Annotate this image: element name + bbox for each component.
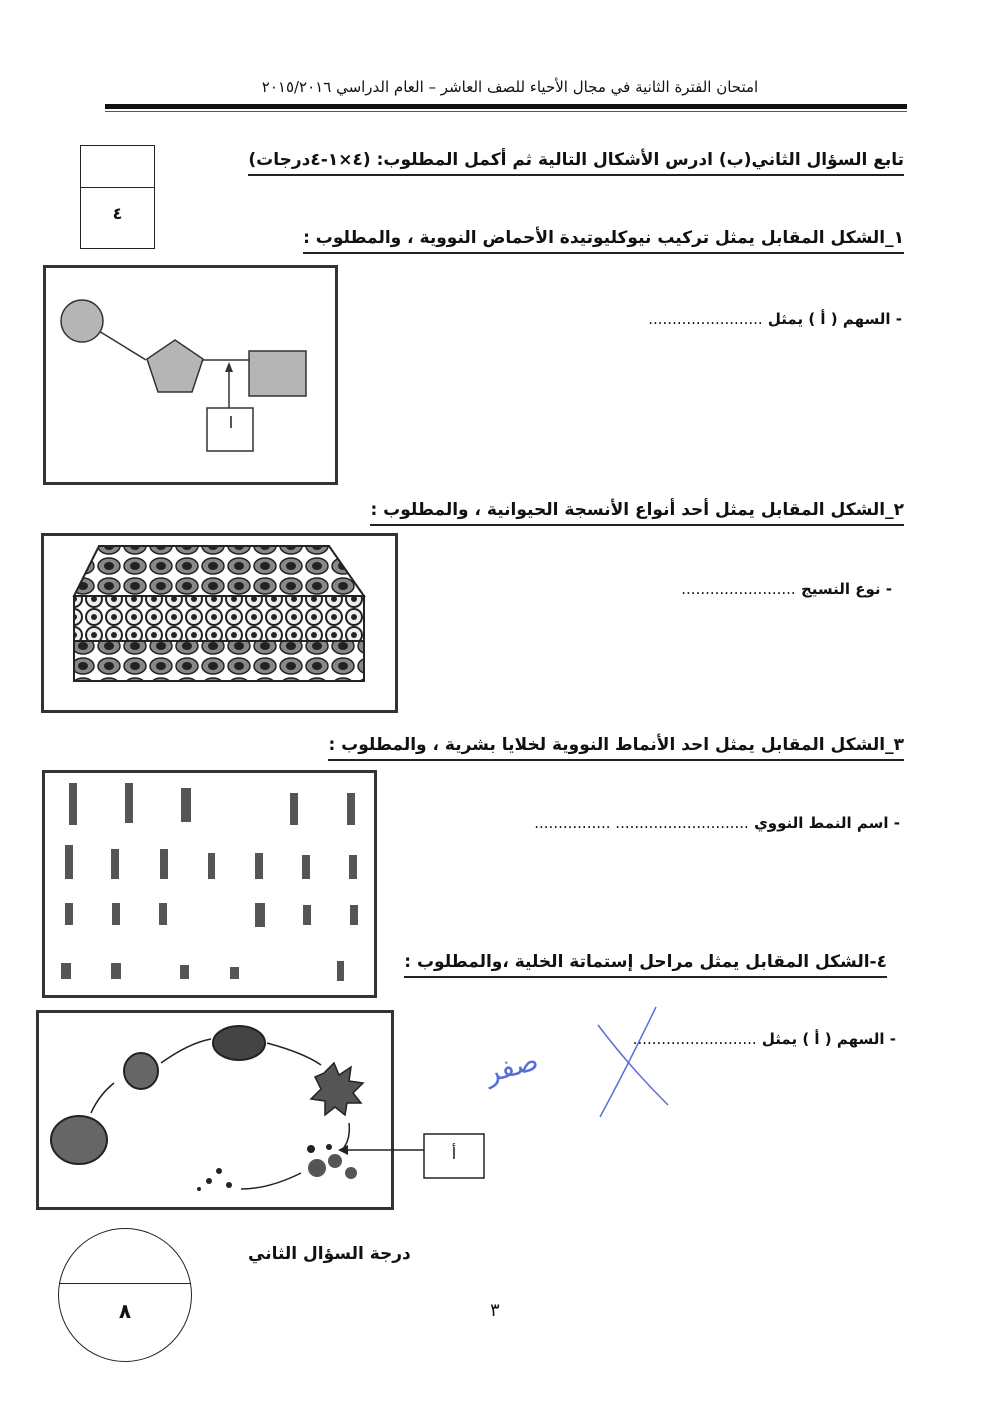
question-2-heading — [370, 500, 904, 520]
nucleotide-diagram — [46, 268, 335, 482]
section-title — [248, 150, 904, 170]
question-2-heading-text: ٢_الشكل المقابل يمثل أحد أنواع الأنسجة الحيوانية ، والمطلوب : — [370, 500, 904, 526]
header-divider-thin — [105, 111, 907, 112]
tissue-figure — [41, 533, 398, 713]
question-4-heading-text: ٤-الشكل المقابل يمثل مراحل إستماتة الخلية ،والمطلوب : — [404, 952, 887, 978]
handwritten-cross-mark — [588, 1005, 678, 1125]
question-3-heading — [328, 735, 904, 755]
epithelial-tissue-diagram — [44, 536, 395, 710]
karyotype-diagram — [45, 773, 374, 995]
question-3-heading-text: ٣_الشكل المقابل يمثل احد الأنماط النووية لخلايا بشرية ، والمطلوب : — [328, 735, 904, 761]
question-3-prompt — [534, 814, 900, 832]
label-a-text: ا — [228, 413, 234, 432]
grade-value: ٨ — [118, 1299, 132, 1323]
base-square — [249, 351, 306, 396]
karyotype-figure — [42, 770, 377, 998]
question-4-prompt-text: - السهم ( أ ) يمثل — [761, 1030, 896, 1048]
question-3-answer-blank[interactable]: ............................ ................ — [534, 814, 749, 832]
header-divider — [105, 104, 907, 109]
page-number: ٣ — [490, 1300, 500, 1321]
section-title-text: تابع السؤال الثاني(ب) ادرس الأشكال التالية ثم أكمل المطلوب: (٤×١-٤درجات) — [248, 150, 904, 176]
question-4-heading — [404, 952, 887, 972]
question-3-prompt-text: - اسم النمط النووي — [754, 814, 900, 832]
score-box-divider — [81, 187, 154, 188]
grade-circle — [58, 1228, 192, 1362]
question-4-answer-blank[interactable]: .......................... — [632, 1030, 757, 1048]
handwritten-zero-note: صفر — [481, 1043, 542, 1090]
score-box-value: ٤ — [112, 204, 123, 223]
question-2-prompt — [681, 580, 892, 598]
grade-circle-divider — [59, 1283, 191, 1284]
question-1-heading-text: ١_الشكل المقابل يمثل تركيب نيوكليوتيدة الأحماض النووية ، والمطلوب : — [303, 228, 904, 254]
phosphate-circle — [61, 300, 103, 342]
nucleotide-figure — [43, 265, 338, 485]
question-1-prompt — [648, 310, 902, 328]
question-2-answer-blank[interactable]: ........................ — [681, 580, 796, 598]
question-2-prompt-text: - نوع النسيج — [800, 580, 892, 598]
exam-header: امتحان الفترة الثانية في مجال الأحياء للصف العاشر – العام الدراسي ٢٠١٥/٢٠١٦ — [261, 78, 759, 96]
question-1-prompt-text: - السهم ( أ ) يمثل — [767, 310, 902, 328]
grade-label: درجة السؤال الثاني — [248, 1244, 411, 1264]
score-box — [80, 145, 155, 249]
question-1-answer-blank[interactable]: ........................ — [648, 310, 763, 328]
sugar-pentagon — [147, 340, 203, 392]
label-a-text-q4: أ — [451, 1144, 457, 1163]
question-1-heading — [303, 228, 904, 248]
